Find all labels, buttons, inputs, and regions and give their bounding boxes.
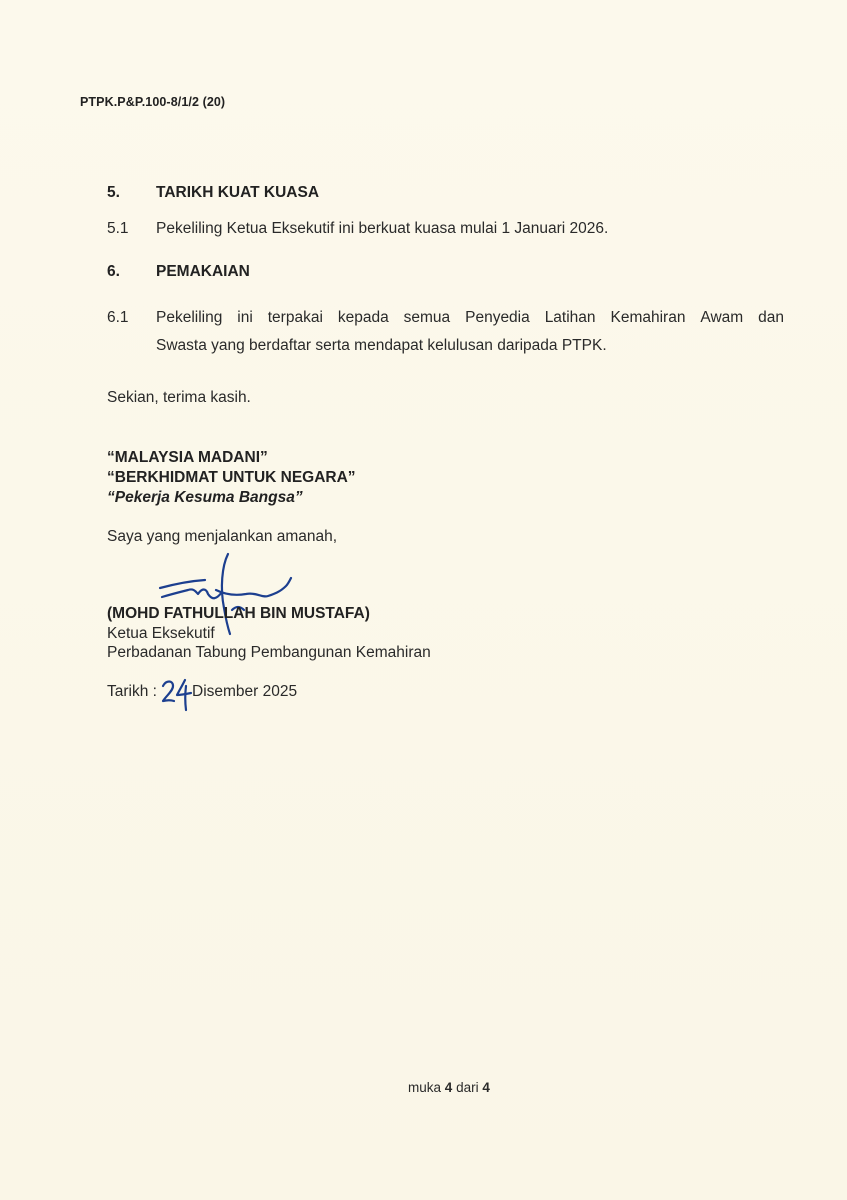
paragraph-6-1-word: dan	[758, 309, 784, 326]
footer-page-number: 4	[444, 1080, 453, 1095]
paragraph-6-1-word: Awam	[700, 309, 744, 326]
reference-number: PTPK.P&P.100-8/1/2 (20)	[80, 95, 226, 109]
paragraph-6-1-word: Penyedia	[465, 309, 530, 326]
paragraph-5-1-number: 5.1	[107, 220, 129, 237]
footer-prefix: muka	[408, 1080, 442, 1095]
footer-middle: dari	[456, 1080, 479, 1095]
section-5-number: 5.	[107, 184, 120, 201]
section-6-number: 6.	[107, 263, 120, 280]
section-6-title: PEMAKAIAN	[156, 263, 250, 280]
motto-pekerja: “Pekerja Kesuma Bangsa”	[107, 489, 303, 506]
handwritten-day	[160, 676, 194, 712]
motto-malaysia-madani: “MALAYSIA MADANI”	[107, 449, 268, 466]
paragraph-6-1-word: Pekeliling	[156, 309, 223, 326]
paragraph-6-1-line-2: Swasta yang berdaftar serta mendapat kelulusan daripada PTPK.	[156, 337, 607, 354]
trust-line: Saya yang menjalankan amanah,	[107, 528, 338, 545]
date-month-year: Disember 2025	[192, 683, 298, 700]
signatory-name: (MOHD FATHULLAH BIN MUSTAFA)	[107, 605, 370, 622]
section-5-title: TARIKH KUAT KUASA	[156, 184, 320, 201]
closing-text: Sekian, terima kasih.	[107, 389, 251, 406]
motto-berkhidmat: “BERKHIDMAT UNTUK NEGARA”	[107, 469, 356, 486]
paragraph-6-1-word: kepada	[337, 309, 389, 326]
footer-total-pages: 4	[482, 1080, 490, 1095]
paragraph-6-1-word: Kemahiran	[610, 309, 686, 326]
signatory-organisation: Perbadanan Tabung Pembangunan Kemahiran	[107, 644, 431, 661]
paragraph-6-1-word: semua	[403, 309, 451, 326]
paragraph-6-1-word: Latihan	[544, 309, 596, 326]
date-label: Tarikh :	[107, 683, 157, 700]
page-footer	[408, 1080, 490, 1095]
paragraph-5-1-text: Pekeliling Ketua Eksekutif ini berkuat kuasa mulai 1 Januari 2026.	[156, 220, 609, 237]
paragraph-6-1-word: ini	[237, 309, 253, 326]
signatory-position: Ketua Eksekutif	[107, 625, 215, 642]
paragraph-6-1-number: 6.1	[107, 309, 129, 326]
paragraph-6-1-line-1	[156, 309, 784, 327]
paragraph-6-1-word: terpakai	[267, 309, 323, 326]
